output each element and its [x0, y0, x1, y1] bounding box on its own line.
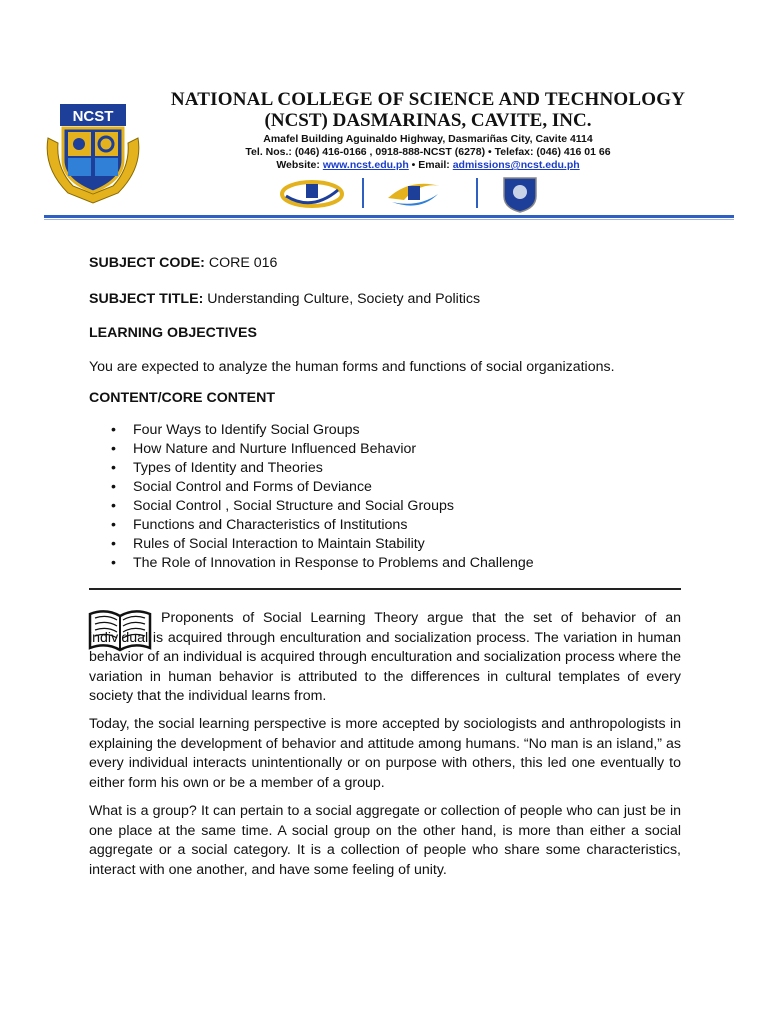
list-item: • Functions and Characteristics of Institutions: [111, 517, 408, 533]
paragraph-1: Proponents of Social Learning Theory argue that the set of behavior of an individual is acquired through enculturation and socialization process. The variation in human behavior of an individual is acquired through enculturation and socialization process where the variation in human behavior is attributed to the differences in cultural templates of every society that the individual learns from.: [89, 610, 681, 704]
list-item: • Social Control and Forms of Deviance: [111, 479, 372, 495]
list-item: • Four Ways to Identify Social Groups: [111, 422, 360, 438]
subject-code: [89, 255, 277, 271]
subject-code-value: CORE 016: [204, 255, 278, 271]
college-branch: (NCST) DASMARINAS, CAVITE, INC.: [264, 110, 592, 131]
logo-divider: [362, 178, 364, 208]
email-link[interactable]: admissions@ncst.edu.ph: [452, 159, 580, 171]
svg-text:NCST: NCST: [72, 108, 114, 125]
header-divider-thin: [44, 219, 734, 220]
website-link[interactable]: www.ncst.edu.ph: [322, 159, 409, 171]
ncst-seal-icon: [38, 98, 148, 208]
list-item: • The Role of Innovation in Response to Problems and Challenge: [111, 555, 534, 571]
paragraph-2: Today, the social learning perspective is more accepted by sociologists and anthropologists in explaining the development of behavior and attitude among humans. “No man is an island,” as every individual interacts unintentionally or on purpose with others, this led one eventually to either form his own or be a member of a group.: [89, 716, 681, 791]
content-heading: CONTENT/CORE CONTENT: [89, 390, 276, 406]
college-name: NATIONAL COLLEGE OF SCIENCE AND TECHNOLOGY: [170, 89, 686, 110]
section-divider: [89, 588, 681, 590]
objectives-heading: LEARNING OBJECTIVES: [89, 325, 257, 341]
paragraph-3: What is a group? It can pertain to a social aggregate or collection of people who can just be in one place at the same time. A social group on the other hand, is more than either a social aggregate or a social category. It is a collection of people who share some characteristics, interact with one another, and have some feeling of unity.: [89, 803, 681, 878]
subject-code-label: SUBJECT CODE:: [89, 255, 205, 271]
list-item: • Rules of Social Interaction to Maintain Stability: [111, 536, 425, 552]
college-contacts: [152, 159, 704, 171]
orbit-logo-icon: [282, 182, 342, 206]
subject-title: [89, 291, 480, 307]
college-address: Amafel Building Aguinaldo Highway, Dasmariñas City, Cavite 4114: [263, 133, 593, 145]
email-label: • Email:: [408, 159, 453, 171]
website-label: Website:: [276, 159, 323, 171]
list-item: • Types of Identity and Theories: [111, 460, 323, 476]
list-item: • Social Control , Social Structure and Social Groups: [111, 498, 454, 514]
objectives-text: You are expected to analyze the human forms and functions of social organizations.: [89, 359, 615, 375]
header-divider: [44, 215, 734, 218]
college-phone: Tel. Nos.: (046) 416-0166 , 0918-888-NCST (6278) • Telefax: (046) 416 01 66: [245, 146, 611, 158]
content-list: [89, 421, 534, 573]
subject-title-label: SUBJECT TITLE:: [89, 291, 204, 307]
crest-logo-icon: [504, 178, 536, 212]
swoosh-logo-icon: [388, 184, 440, 206]
list-item: • How Nature and Nurture Influenced Behavior: [111, 441, 417, 457]
logo-divider: [476, 178, 478, 208]
partner-logos: [280, 172, 590, 214]
letterhead: [0, 0, 768, 230]
subject-title-value: Understanding Culture, Society and Politics: [203, 291, 481, 307]
